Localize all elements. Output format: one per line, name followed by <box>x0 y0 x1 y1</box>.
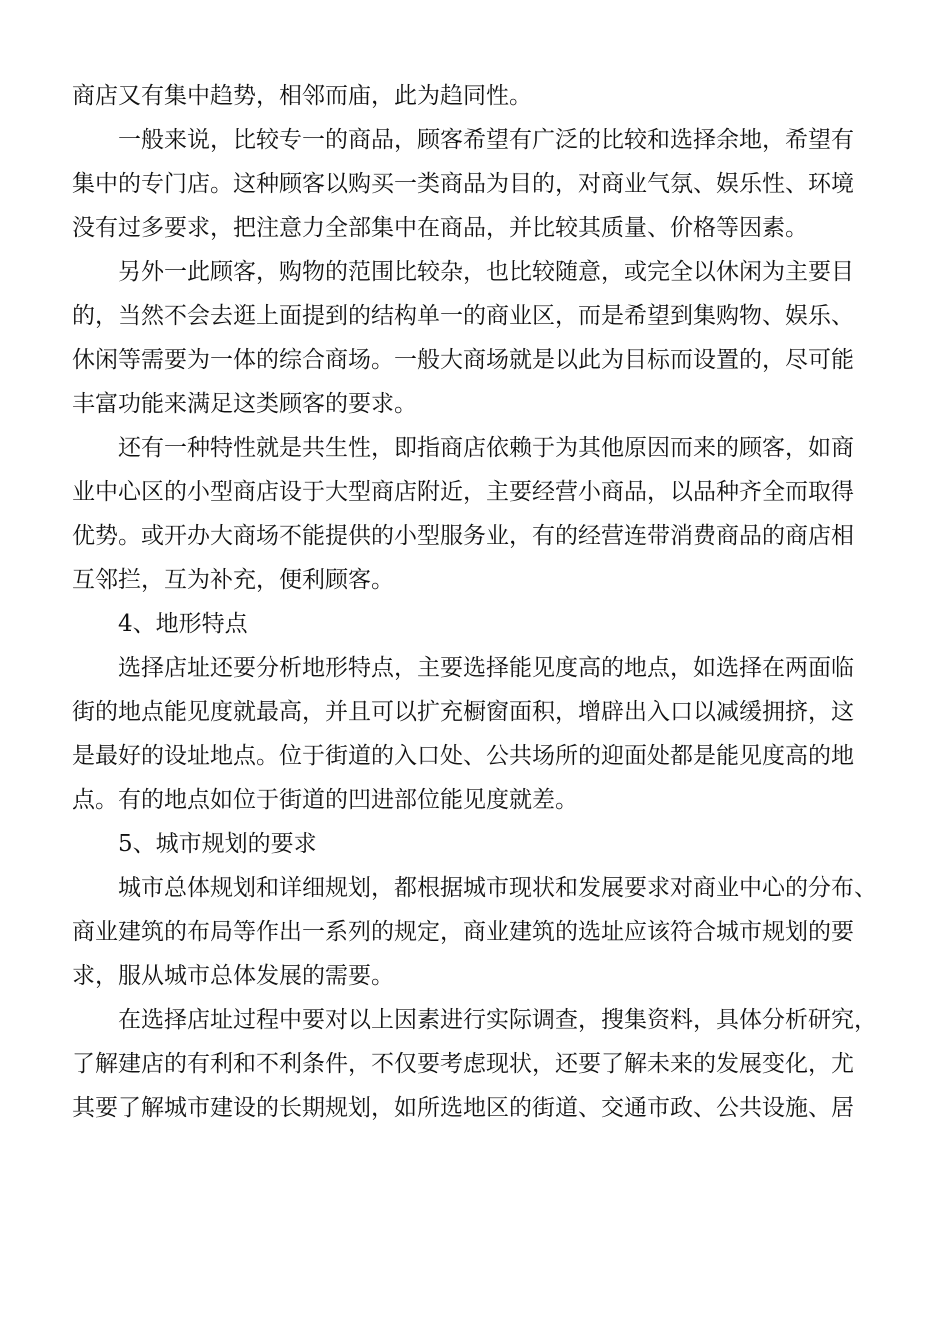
paragraph-line: 了解建店的有利和不利条件，不仅要考虑现状，还要了解未来的发展变化，尤 <box>72 1051 854 1077</box>
paragraph-line: 优势。或开办大商场不能提供的小型服务业，有的经营连带消费商品的商店相 <box>72 523 854 549</box>
section-heading: 4、地形特点 <box>118 611 248 637</box>
paragraph-line: 互邻拦，互为补充，便利顾客。 <box>72 567 394 593</box>
paragraph-line: 商店又有集中趋势，相邻而庙，此为趋同性。 <box>72 83 532 109</box>
paragraph-line: 另外一此顾客，购物的范围比较杂，也比较随意，或完全以休闲为主要目 <box>118 259 854 285</box>
paragraph-line: 是最好的设址地点。位于街道的入口处、公共场所的迎面处都是能见度高的地 <box>72 743 854 769</box>
section-heading: 5、城市规划的要求 <box>118 831 317 857</box>
paragraph-line: 商业建筑的布局等作出一系列的规定，商业建筑的选址应该符合城市规划的要 <box>72 919 854 945</box>
paragraph-line: 丰富功能来满足这类顾客的要求。 <box>72 391 417 417</box>
paragraph-line: 点。有的地点如位于街道的凹进部位能见度就差。 <box>72 787 578 813</box>
paragraph-line: 城市总体规划和详细规划，都根据城市现状和发展要求对商业中心的分布、 <box>118 875 877 901</box>
paragraph-line: 选择店址还要分析地形特点，主要选择能见度高的地点，如选择在两面临 <box>118 655 854 681</box>
paragraph-line: 一般来说，比较专一的商品，顾客希望有广泛的比较和选择余地，希望有 <box>118 127 854 153</box>
document-body <box>72 74 902 1130</box>
paragraph-line: 休闲等需要为一体的综合商场。一般大商场就是以此为目标而设置的，尽可能 <box>72 347 854 373</box>
paragraph-line: 业中心区的小型商店设于大型商店附近，主要经营小商品，以品种齐全而取得 <box>72 479 854 505</box>
paragraph-line: 在选择店址过程中要对以上因素进行实际调查，搜集资料，具体分析研究， <box>118 1007 877 1033</box>
paragraph-line: 的，当然不会去逛上面提到的结构单一的商业区，而是希望到集购物、娱乐、 <box>72 303 854 329</box>
paragraph-line: 还有一种特性就是共生性，即指商店依赖于为其他原因而来的顾客，如商 <box>118 435 854 461</box>
paragraph-line: 没有过多要求，把注意力全部集中在商品，并比较其质量、价格等因素。 <box>72 215 808 241</box>
paragraph-line: 街的地点能见度就最高，并且可以扩充橱窗面积，增辟出入口以减缓拥挤，这 <box>72 699 854 725</box>
paragraph-line: 其要了解城市建设的长期规划，如所选地区的街道、交通市政、公共设施、居 <box>72 1095 854 1121</box>
paragraph-line: 集中的专门店。这种顾客以购买一类商品为目的，对商业气氛、娱乐性、环境 <box>72 171 854 197</box>
paragraph-line: 求，服从城市总体发展的需要。 <box>72 963 394 989</box>
